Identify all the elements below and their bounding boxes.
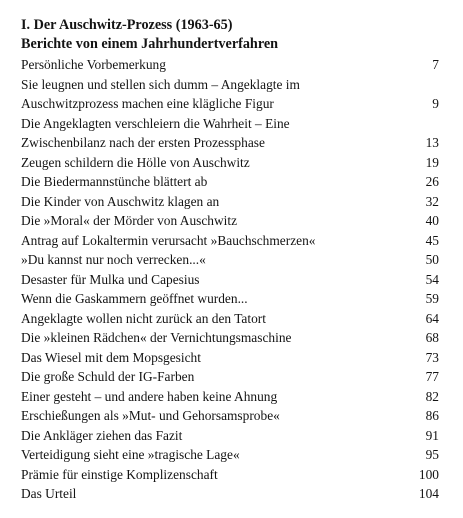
toc-entry xyxy=(21,270,439,290)
toc-entry-page: 45 xyxy=(425,232,439,248)
toc-entry xyxy=(21,348,439,368)
toc-entry-page: 32 xyxy=(425,193,439,209)
toc-entry-title: Sie leugnen und stellen sich dumm – Angeklagte im Auschwitzprozess machen eine klägliche Figur xyxy=(21,76,300,111)
toc-entry-page: 82 xyxy=(425,388,439,404)
toc-entry-page: 91 xyxy=(425,427,439,443)
toc-entry-page: 86 xyxy=(425,408,439,423)
section-heading: I. Der Auschwitz-Prozess (1963-65) xyxy=(21,17,233,33)
toc-entry-title: Die »Moral« der Mörder von Auschwitz xyxy=(21,213,238,228)
toc-entry xyxy=(21,211,439,231)
toc-entry-page: 77 xyxy=(425,369,439,384)
toc-entry-page: 7 xyxy=(432,57,439,72)
toc-entry-page: 50 xyxy=(425,252,439,267)
toc-entry-page: 26 xyxy=(425,174,439,189)
toc-entry-title: Das Urteil xyxy=(21,486,77,501)
toc-entry-title: Angeklagte wollen nicht zurück an den Tatort xyxy=(21,310,266,326)
toc-entry xyxy=(21,192,439,212)
toc-entry xyxy=(21,289,439,309)
toc-entry xyxy=(21,367,439,387)
toc-entries xyxy=(21,55,439,504)
toc-entry xyxy=(21,465,439,485)
toc-entry-page: 100 xyxy=(418,466,439,482)
toc-entry-title: Die Biedermannstünche blättert ab xyxy=(21,174,208,189)
toc-entry-page: 59 xyxy=(425,291,439,306)
toc-entry xyxy=(21,231,439,251)
toc-entry-page: 64 xyxy=(425,310,439,326)
toc-entry-page: 73 xyxy=(425,349,439,365)
toc-entry-title: Verteidigung sieht eine »tragische Lage« xyxy=(21,447,240,462)
toc-entry-page: 9 xyxy=(432,96,439,111)
toc-entry-title: Die Kinder von Auschwitz klagen an xyxy=(21,193,220,209)
toc-entry-title: Das Wiesel mit dem Mopsgesicht xyxy=(21,349,201,365)
toc-entry-title: Wenn die Gaskammern geöffnet wurden... xyxy=(21,291,248,306)
toc-entry xyxy=(21,328,439,348)
toc-entry-page: 19 xyxy=(425,154,439,170)
toc-entry-title: Persönliche Vorbemerkung xyxy=(21,57,166,72)
toc-entry-title: Die große Schuld der IG-Farben xyxy=(21,369,195,384)
toc-entry xyxy=(21,484,439,504)
toc-entry-title: Zeugen schildern die Hölle von Auschwitz xyxy=(21,154,250,170)
toc-entry-page: 13 xyxy=(425,135,439,150)
toc-entry xyxy=(21,172,439,192)
toc-entry-title: Antrag auf Lokaltermin verursacht »Bauchschmerzen« xyxy=(21,232,316,248)
toc-entry-title: Prämie für einstige Komplizenschaft xyxy=(21,466,218,482)
toc-entry xyxy=(21,309,439,329)
toc-entry-title: »Du kannst nur noch verrecken...« xyxy=(21,252,206,267)
toc-entry xyxy=(21,250,439,270)
toc-entry-title: Desaster für Mulka und Capesius xyxy=(21,271,200,287)
toc-entry xyxy=(21,153,439,173)
section-subheading: Berichte von einem Jahrhundertverfahren xyxy=(21,36,279,52)
toc-entry xyxy=(21,114,439,153)
toc-entry-page: 54 xyxy=(425,271,439,287)
toc-entry-page: 40 xyxy=(425,213,439,228)
toc-entry xyxy=(21,75,439,114)
toc-entry-page: 68 xyxy=(425,330,439,345)
toc-entry-page: 95 xyxy=(425,447,439,462)
toc-entry-title: Die Angeklagten verschleiern die Wahrheit – Eine Zwischenbilanz nach der ersten Prozessphase xyxy=(21,115,290,150)
toc-entry-title: Die Ankläger ziehen das Fazit xyxy=(21,427,183,443)
toc-entry-title: Erschießungen als »Mut- und Gehorsamsprobe« xyxy=(21,408,280,423)
toc-entry xyxy=(21,445,439,465)
toc-entry-page: 104 xyxy=(418,486,439,501)
toc-entry-title: Die »kleinen Rädchen« der Vernichtungsmaschine xyxy=(21,330,292,345)
table-of-contents xyxy=(21,16,439,504)
toc-entry xyxy=(21,426,439,446)
toc-entry-title: Einer gesteht – und andere haben keine Ahnung xyxy=(21,388,278,404)
toc-entry xyxy=(21,387,439,407)
toc-entry xyxy=(21,406,439,426)
toc-entry xyxy=(21,55,439,75)
